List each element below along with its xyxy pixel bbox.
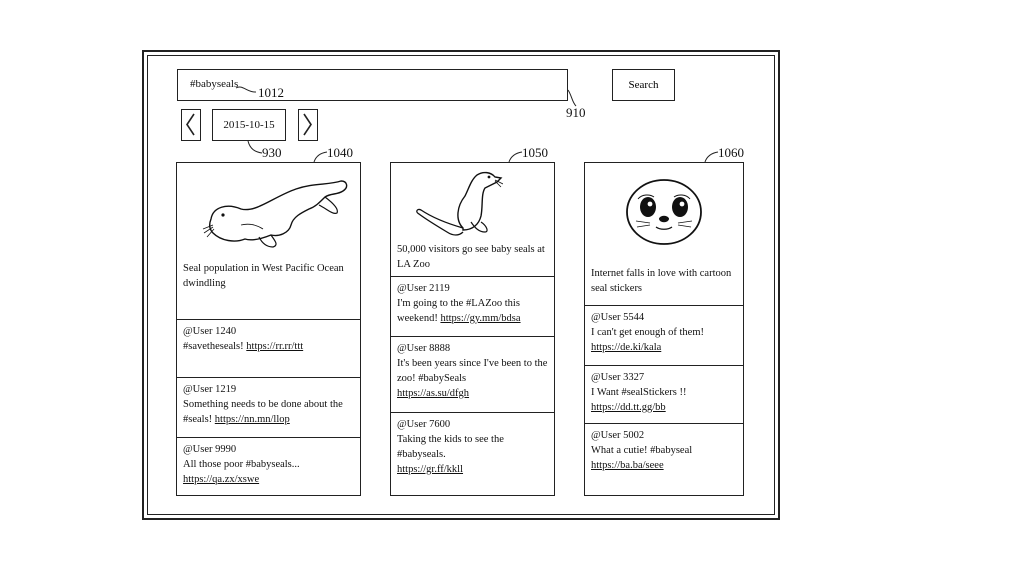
post-text: It's been years since I've been to the zoo! #babySeals — [397, 358, 548, 384]
post-item[interactable] — [585, 365, 743, 423]
ref-label-query: 1012 — [258, 85, 284, 100]
news-headline[interactable]: 50,000 visitors go see baby seals at LA Zoo — [397, 244, 545, 270]
post-link[interactable]: https://gy.mm/bdsa — [440, 313, 521, 324]
ref-label-search-bar: 910 — [566, 105, 586, 120]
post-text: I can't get enough of them! — [591, 327, 704, 338]
post-user[interactable]: @User 5544 — [591, 312, 645, 323]
seal-sitting-icon — [413, 166, 503, 238]
post-item[interactable] — [391, 276, 554, 336]
date-value: 2015-10-15 — [223, 119, 275, 131]
post-user[interactable]: @User 3327 — [591, 372, 645, 383]
news-column-1 — [176, 162, 361, 496]
seal-lying-icon — [201, 169, 351, 249]
post-item[interactable] — [177, 319, 360, 377]
post-user[interactable]: @User 5002 — [591, 430, 645, 441]
post-user[interactable]: @User 8888 — [397, 343, 451, 354]
post-text: All those poor #babyseals... — [183, 459, 300, 470]
post-link[interactable]: https://de.ki/kala — [591, 342, 662, 353]
search-button[interactable]: Search — [612, 69, 675, 101]
post-item[interactable] — [177, 377, 360, 437]
post-user[interactable]: @User 1219 — [183, 384, 237, 395]
post-item[interactable] — [585, 305, 743, 365]
post-item[interactable] — [391, 336, 554, 412]
news-column-3 — [584, 162, 744, 496]
post-text: What a cutie! #babyseal — [591, 445, 693, 456]
post-item[interactable] — [391, 412, 554, 495]
news-headline[interactable]: Seal population in West Pacific Ocean dwindling — [183, 263, 344, 289]
post-text: Taking the kids to see the #babyseals. — [397, 434, 504, 460]
search-query-text: #babyseals — [190, 78, 239, 90]
post-link[interactable]: https://gr.ff/kkll — [397, 464, 464, 475]
cartoon-seal-face-icon — [624, 177, 704, 247]
post-text: #savetheseals! — [183, 341, 244, 352]
post-item[interactable] — [177, 437, 360, 495]
ref-label-date: 930 — [262, 145, 282, 160]
post-link[interactable]: https://as.su/dfgh — [397, 388, 470, 399]
post-text: Something needs to be done about the #seals! — [183, 399, 343, 425]
news-column-2 — [390, 162, 555, 496]
post-link[interactable]: https://qa.zx/xswe — [183, 474, 260, 485]
news-headline[interactable]: Internet falls in love with cartoon seal stickers — [591, 268, 732, 294]
post-user[interactable]: @User 7600 — [397, 419, 451, 430]
ref-label-column-1: 1040 — [327, 145, 353, 160]
post-item[interactable] — [585, 423, 743, 495]
post-user[interactable]: @User 1240 — [183, 326, 237, 337]
post-link[interactable]: https://nn.mn/llop — [214, 414, 290, 425]
post-text: I Want #sealStickers !! — [591, 387, 687, 398]
post-user[interactable]: @User 9990 — [183, 444, 237, 455]
post-link[interactable]: https://rr.rr/ttt — [246, 341, 304, 352]
post-user[interactable]: @User 2119 — [397, 283, 450, 294]
post-link[interactable]: https://dd.tt.gg/bb — [591, 402, 666, 413]
post-text: I'm going to the #LAZoo this weekend! — [397, 298, 520, 324]
post-link[interactable]: https://ba.ba/seee — [591, 460, 664, 471]
ref-label-column-2: 1050 — [522, 145, 548, 160]
ref-label-column-3: 1060 — [718, 145, 744, 160]
